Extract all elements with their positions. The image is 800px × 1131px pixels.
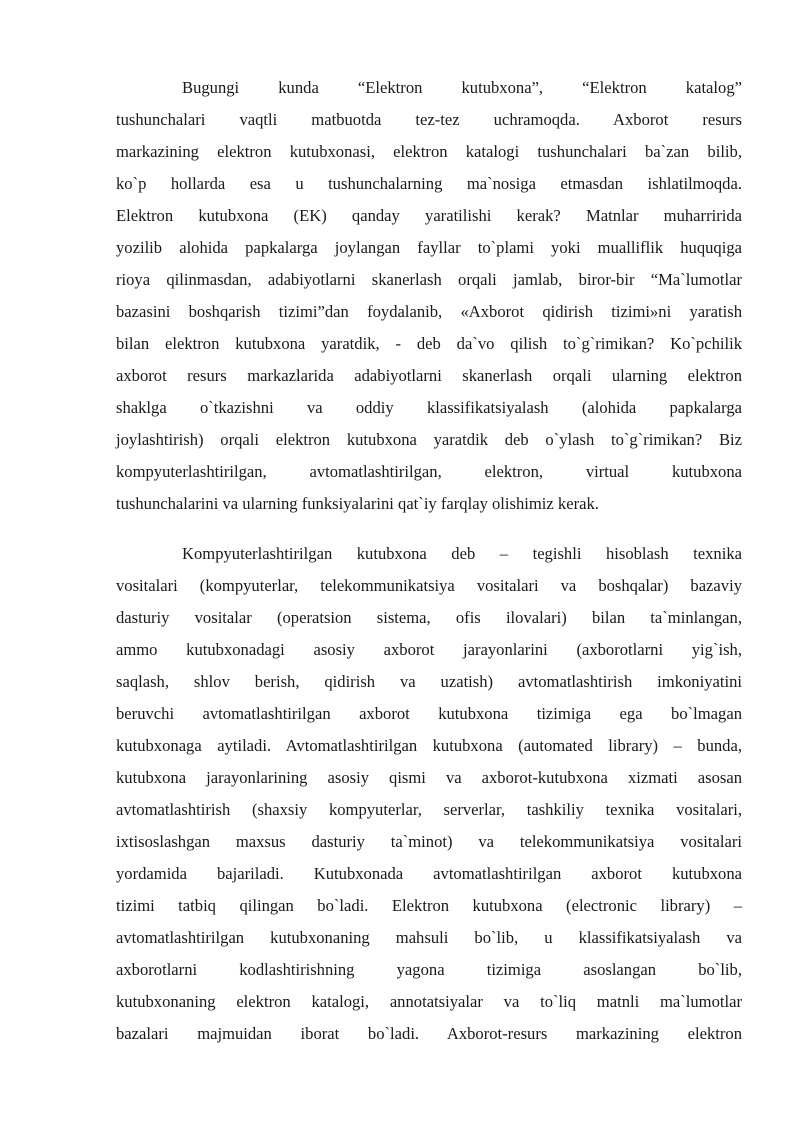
text-line: joylashtirish) orqali elektron kutubxona yaratdik deb o`ylash to`g`rimikan? Biz bbox=[116, 430, 742, 449]
text-line: Elektron kutubxona (EK) qanday yaratilishi kerak? Matnlar muharririda bbox=[116, 206, 742, 225]
text-line: tizimi tatbiq qilingan bo`ladi. Elektron kutubxona (electronic library) – bbox=[116, 896, 742, 915]
text-line: tushunchalari vaqtli matbuotda tez-tez uchramoqda. Axborot resurs bbox=[116, 110, 742, 129]
text-line: vositalari (kompyuterlar, telekommunikatsiya vositalari va boshqalar) bazaviy bbox=[116, 576, 742, 595]
text-line: axborot resurs markazlarida adabiyotlarni skanerlash orqali ularning elektron bbox=[116, 366, 742, 385]
text-line: kutubxonaga aytiladi. Avtomatlashtirilgan kutubxona (automated library) – bunda, bbox=[116, 736, 742, 755]
text-line: kompyuterlashtirilgan, avtomatlashtirilgan, elektron, virtual kutubxona bbox=[116, 462, 742, 481]
text-line: ammo kutubxonadagi asosiy axborot jarayonlarini (axborotlarni yig`ish, bbox=[116, 640, 742, 659]
text-line: yozilib alohida papkalarga joylangan fayllar to`plami yoki mualliflik huquqiga bbox=[116, 238, 742, 257]
text-line: axborotlarni kodlashtirishning yagona tizimiga asoslangan bo`lib, bbox=[116, 960, 742, 979]
text-line: shaklga o`tkazishni va oddiy klassifikatsiyalash (alohida papkalarga bbox=[116, 398, 742, 417]
text-line: bilan elektron kutubxona yaratdik, - deb da`vo qilish to`g`rimikan? Ko`pchilik bbox=[116, 334, 742, 353]
text-line: dasturiy vositalar (operatsion sistema, ofis ilovalari) bilan ta`minlangan, bbox=[116, 608, 742, 627]
text-line: bazasini boshqarish tizimi”dan foydalanib, «Axborot qidirish tizimi»ni yaratish bbox=[116, 302, 742, 321]
text-line: avtomatlashtirish (shaxsiy kompyuterlar, serverlar, tashkiliy texnika vositalari, bbox=[116, 800, 742, 819]
text-line: ixtisoslashgan maxsus dasturiy ta`minot) va telekommunikatsiya vositalari bbox=[116, 832, 742, 851]
text-line: markazining elektron kutubxonasi, elektron katalogi tushunchalari ba`zan bilib, bbox=[116, 142, 742, 161]
text-line: bazalari majmuidan iborat bo`ladi. Axborot-resurs markazining elektron bbox=[116, 1024, 742, 1043]
text-line: yordamida bajariladi. Kutubxonada avtomatlashtirilgan axborot kutubxona bbox=[116, 864, 742, 883]
text-line: beruvchi avtomatlashtirilgan axborot kutubxona tizimiga ega bo`lmagan bbox=[116, 704, 742, 723]
text-line: ko`p hollarda esa u tushunchalarning ma`nosiga etmasdan ishlatilmoqda. bbox=[116, 174, 742, 193]
text-line: avtomatlashtirilgan kutubxonaning mahsuli bo`lib, u klassifikatsiyalash va bbox=[116, 928, 742, 947]
text-line: kutubxonaning elektron katalogi, annotatsiyalar va to`liq matnli ma`lumotlar bbox=[116, 992, 742, 1011]
text-line: Kompyuterlashtirilgan kutubxona deb – tegishli hisoblash texnika bbox=[182, 544, 742, 563]
text-line: rioya qilinmasdan, adabiyotlarni skanerlash orqali jamlab, biror-bir “Ma`lumotlar bbox=[116, 270, 742, 289]
text-line: Bugungi kunda “Elektron kutubxona”, “Elektron katalog” bbox=[182, 78, 742, 97]
text-line: kutubxona jarayonlarining asosiy qismi va axborot-kutubxona xizmati asosan bbox=[116, 768, 742, 787]
text-line: tushunchalarini va ularning funksiyalarini qat`iy farqlay olishimiz kerak. bbox=[116, 494, 599, 513]
text-line: saqlash, shlov berish, qidirish va uzatish) avtomatlashtirish imkoniyatini bbox=[116, 672, 742, 691]
